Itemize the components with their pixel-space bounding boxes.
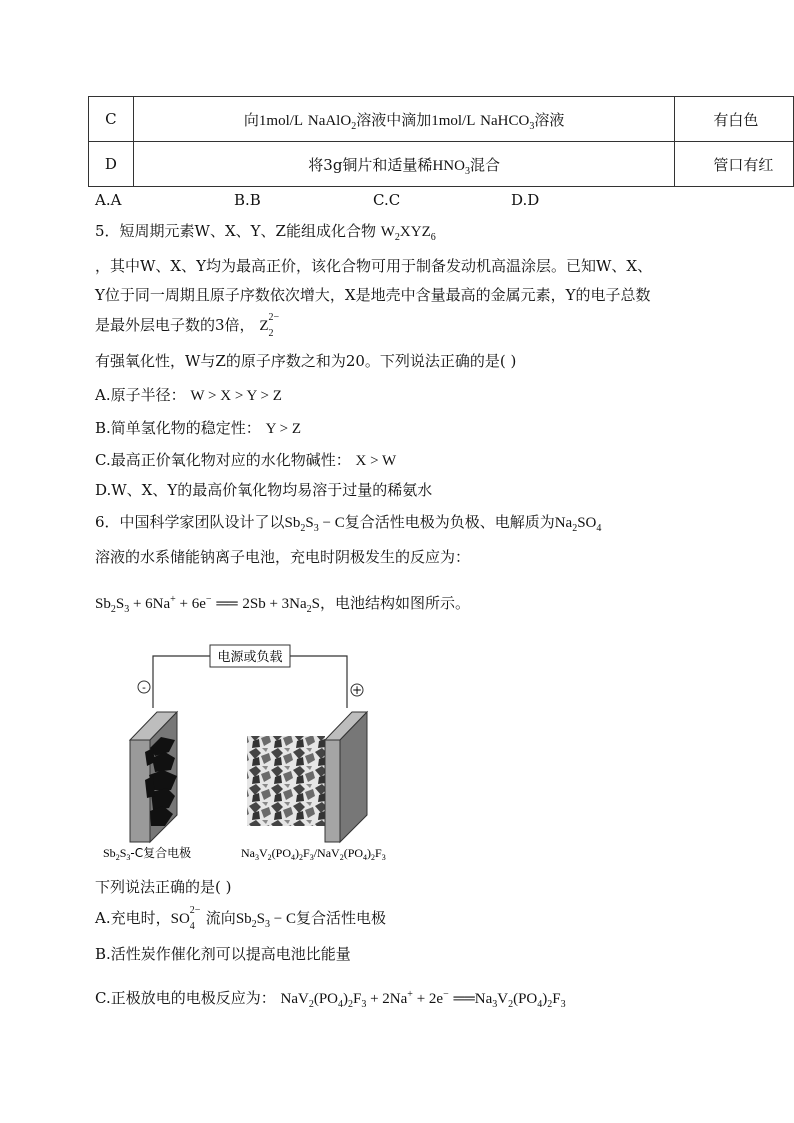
q6-option-b: B.活性炭作催化剂可以提高电池比能量 xyxy=(95,945,351,963)
table-row xyxy=(89,142,794,187)
q6-question: 下列说法正确的是( ) xyxy=(95,878,232,896)
row-label: C xyxy=(89,97,134,142)
q6-stem-line2: 溶液的水系储能钠离子电池，充电时阴极发生的反应为： xyxy=(95,548,471,566)
q6-charge-equation: $Sb_2S_3 + 6Na^+ + 6e^-$ ══ $2Sb + 3Na_2S$，电池结构如图所示。 xyxy=(95,594,471,615)
q5-option-b: B.简单氢化物的稳定性： Y > Z xyxy=(95,419,301,437)
experiment-table xyxy=(88,96,794,187)
q5-option-c: C.最高正价氧化物对应的水化物碱性： X > W xyxy=(95,451,397,469)
q5-stem-line5: 有强氧化性，W与Z的原子序数之和为20。下列说法正确的是( ) xyxy=(95,352,517,370)
power-load-label: 电源或负载 xyxy=(217,650,283,665)
cathode-crystal-lattice xyxy=(247,736,325,826)
left-electrode-caption: $Sb_2S_3-C$复合电极 xyxy=(103,846,192,862)
table-row xyxy=(89,97,794,142)
q5-stem-line2: ，其中W、X、Y均为最高正价，该化合物可用于制备发动机高温涂层。已知W、X、 xyxy=(95,257,653,275)
right-electrode-caption: $Na_3V_2(PO_4)_2F_3/NaV_2(PO_4)_2F_3$ xyxy=(241,846,386,862)
row-operation: 向1mol/L NaAlO$_2$溶液中滴加1mol/L NaHCO$_3$溶液 xyxy=(133,97,675,142)
row-label: D xyxy=(89,142,134,187)
q4-option-d: D.D xyxy=(511,191,540,209)
q6-stem-line1: 6．中国科学家团队设计了以$Sb_2S_3 - C$复合活性电极为负极、电解质为$Na_2SO_4$ xyxy=(95,513,602,534)
q6-option-c: C.正极放电的电极反应为： $NaV_2(PO_4)_2F_3 + 2Na^+ + 2e^-$ $══Na_3V_2(PO_4)_2F_3$ xyxy=(95,989,566,1010)
q5-option-a: A.原子半径： W > X > Y > Z xyxy=(95,386,282,404)
right-electrode-face xyxy=(325,740,340,842)
q5-stem-line4: 是最外层电子数的3倍， Z 2− 2 xyxy=(95,312,280,339)
q6-option-a: A.充电时，SO 2− 4 流向$Sb_2S_3 - C$复合活性电极 xyxy=(95,905,386,932)
battery-diagram xyxy=(95,640,425,870)
q5-stem-line1: 5．短周期元素W、X、Y、Z能组成化合物 $W_2XYZ_6$ xyxy=(95,222,436,243)
q4-option-b: B.B xyxy=(234,191,261,209)
right-wire xyxy=(290,656,347,708)
row-phenomenon: 有白色 xyxy=(675,97,794,142)
q5-option-d: D.W、X、Y的最高价氧化物均易溶于过量的稀氨水 xyxy=(95,481,433,499)
q4-option-c: C.C xyxy=(373,191,401,209)
negative-sign: - xyxy=(142,681,146,694)
left-wire xyxy=(153,656,210,708)
row-operation: 将3g铜片和适量稀$HNO_3$混合 xyxy=(133,142,675,187)
row-phenomenon: 管口有红 xyxy=(675,142,794,187)
positive-sign: + xyxy=(351,683,363,697)
q5-stem-line3: Y位于同一周期且原子序数依次增大，X是地壳中含量最高的金属元素，Y的电子总数 xyxy=(95,286,651,304)
q4-option-a: A.A xyxy=(95,191,122,209)
